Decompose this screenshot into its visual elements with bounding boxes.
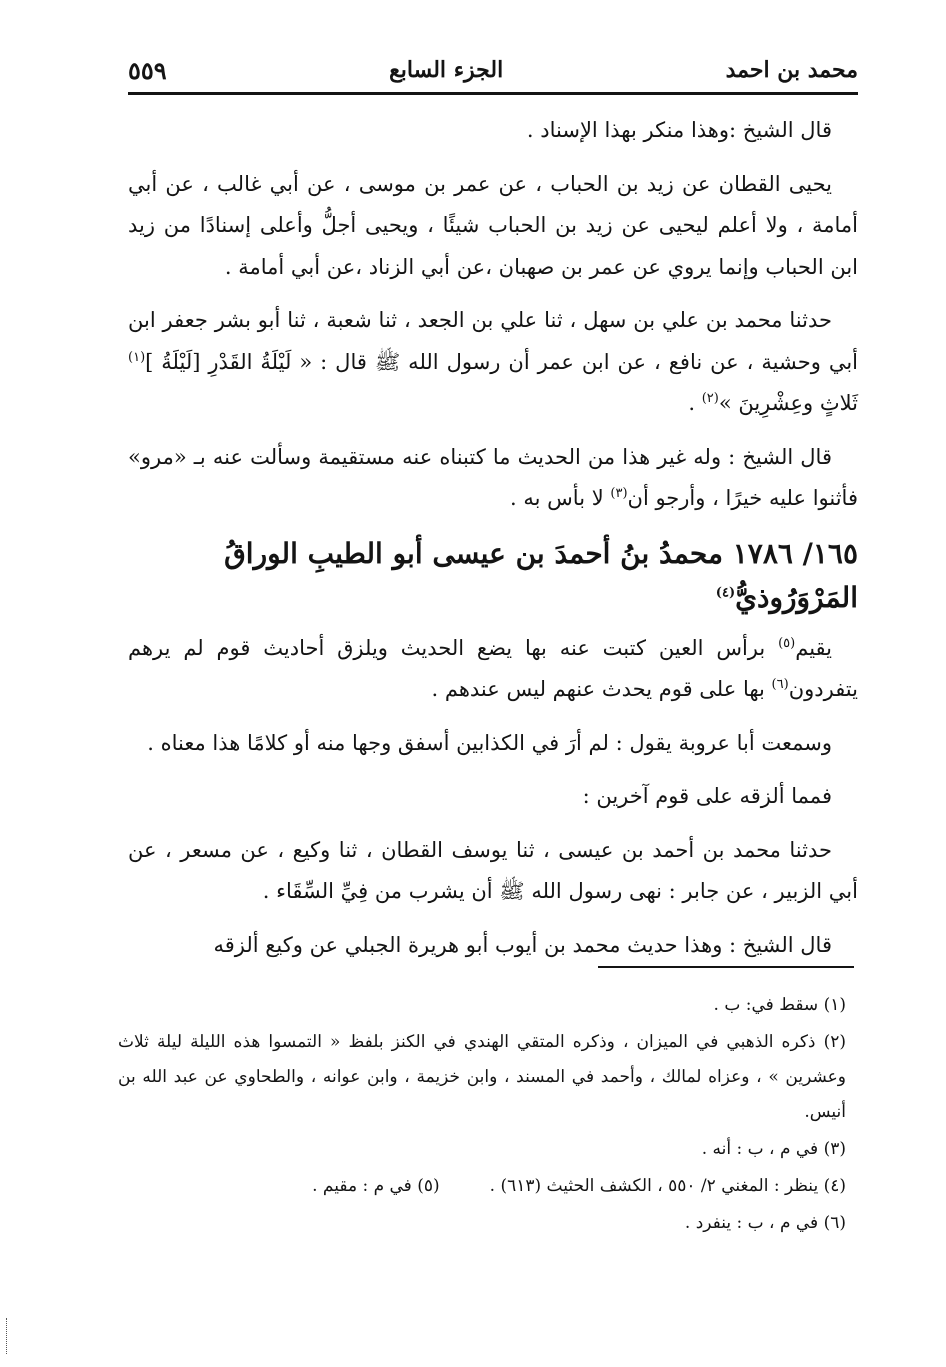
footnote-2: (٢) ذكره الذهبي في الميزان ، وذكره المتقي الهندي في الكنز بلفظ « التمسوا هذه الليلة ليلة ثلاث وعشرين » ، وعزاه لمالك ، وأحمد في المسند ، وابن خزيمة ، وابن عوانه ، والطحاوي عن عبد الله بن أنيس. bbox=[118, 1032, 846, 1122]
paragraph-8: حدثنا محمد بن أحمد بن عيسى ، ثنا يوسف القطان ، ثنا وكيع ، عن مسعر ، عن أبي الزبير ، عن جابر : نهى رسول الله ﷺ أن يشرب من فِيِّ السِّقَاء . bbox=[128, 837, 858, 903]
footnote-5: (٥) في م : مقيم . bbox=[312, 1176, 440, 1196]
footnote-ref-3: (٣) bbox=[610, 486, 628, 501]
paragraph-6: وسمعت أبا عروبة يقول : لم أرَ في الكذابين أسفق وجها منه أو كلامًا هذا معناه . bbox=[147, 730, 832, 755]
paragraph-4-text: قال الشيخ : وله غير هذا من الحديث ما كتبناه عنه مستقيمة وسألت عنه بـ «مرو» فأثنوا عليه خيرًا ، وأرجو أن bbox=[128, 444, 858, 510]
running-head-center: الجزء السابع bbox=[389, 57, 504, 83]
paragraph-2: يحيى القطان عن زيد بن الحباب ، عن عمر بن موسى ، عن أبي غالب ، عن أبي أمامة ، ولا أعلم ليحيى عن زيد بن الحباب شيئًا ، ويحيى أجلُّ وأعلى إسنادًا من زيد ابن الحباب وإنما يروي عن عمر بن صهبان ،عن أبي الزناد ،عن أبي أمامة . bbox=[128, 171, 858, 279]
paragraph-3-end: . bbox=[688, 391, 702, 415]
paragraph-3 bbox=[128, 300, 858, 425]
paragraph-9: قال الشيخ : وهذا حديث محمد بن أيوب أبو هريرة الجبلي عن وكيع ألزقه bbox=[213, 932, 832, 957]
footnote-ref-6: (٦) bbox=[771, 677, 789, 692]
footnote-ref-5: (٥) bbox=[778, 635, 796, 651]
footnote-separator bbox=[598, 966, 854, 968]
page-number: ٥٥٩ bbox=[128, 55, 167, 85]
entry-heading bbox=[128, 532, 858, 620]
paragraph-7: فمما ألزقه على قوم آخرين : bbox=[582, 784, 832, 808]
footnote-6: (٦) في م ، ب : ينفرد . bbox=[684, 1213, 846, 1233]
entry-heading-text: ١٦٥/ ١٧٨٦ محمدُ بنُ أحمدَ بن عيسى أبو الطيبِ الوراقُ المَرْوَرُوذيُّ bbox=[224, 536, 858, 614]
footnote-ref-1: (١) bbox=[128, 349, 146, 365]
main-text bbox=[128, 110, 858, 978]
paragraph-5-b: برأس العين كتبت عنه بها يضع الحديث ويلزق أحاديث قوم لم يرهم يتفردون bbox=[128, 635, 858, 701]
paragraph-1: قال الشيخ :وهذا منكر بهذا الإسناد . bbox=[526, 118, 832, 142]
footnote-4: (٤) ينظر : المغني ٢/ ٥٥٠ ، الكشف الحثيث (٦١٣) . bbox=[489, 1176, 846, 1196]
paragraph-5-a: يقيم bbox=[795, 635, 832, 660]
paragraph-5 bbox=[128, 628, 858, 711]
paragraph-5-c: بها على قوم يحدث عنهم ليس عندهم . bbox=[431, 677, 772, 701]
footnote-ref-4: (٤) bbox=[715, 585, 736, 601]
header-rule bbox=[128, 92, 858, 95]
paragraph-4 bbox=[128, 437, 858, 520]
paragraph-3-text: حدثنا محمد بن علي بن سهل ، ثنا علي بن الجعد ، ثنا شعبة ، ثنا أبو بشر جعفر ابن أبي وحشية ، عن نافع ، عن ابن عمر أن رسول الله ﷺ قال : « لَيْلَةُ القَدْرِ [لَيْلَةُ ] bbox=[128, 308, 858, 374]
footnote-3: (٣) في م ، ب : أنه . bbox=[701, 1139, 846, 1159]
paragraph-4-end: لا بأس به . bbox=[510, 486, 611, 510]
running-head-right: محمد بن احمد bbox=[725, 57, 858, 83]
footnote-row-4-5 bbox=[118, 1169, 846, 1204]
page-header bbox=[128, 52, 858, 88]
paragraph-3-text-b: ثَلاثٍ وعِشْرِينَ » bbox=[718, 391, 858, 415]
footnote-ref-2: (٢) bbox=[701, 391, 719, 406]
footnote-1: (١) سقط في: ب . bbox=[713, 995, 846, 1015]
footnotes bbox=[118, 988, 846, 1243]
scan-edge-mark bbox=[6, 1318, 9, 1354]
